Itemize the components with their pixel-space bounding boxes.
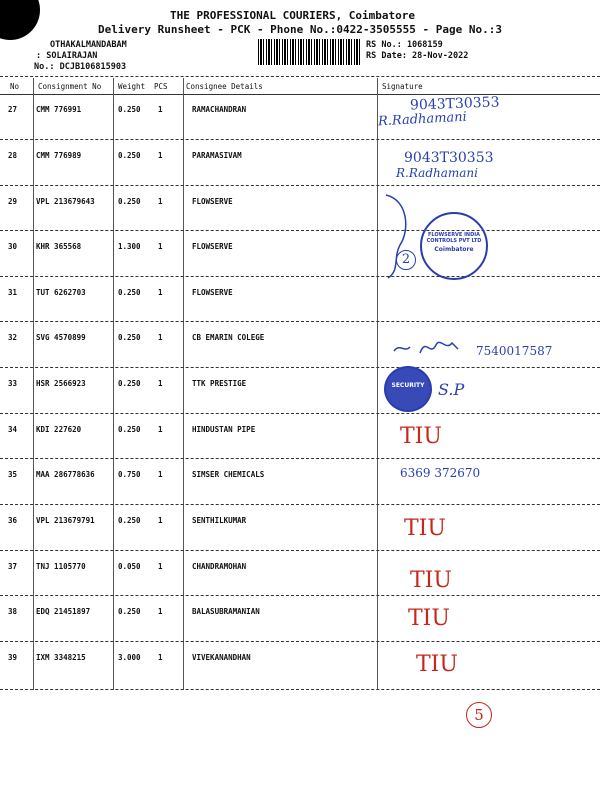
table-row (0, 232, 600, 278)
row-weight: 0.250 (118, 197, 141, 206)
row-weight: 0.250 (118, 607, 141, 616)
table-row (0, 141, 600, 187)
col-pcs: PCS (154, 82, 168, 91)
row-consignment: VPL 213679643 (36, 197, 95, 206)
row-weight: 0.250 (118, 425, 141, 434)
row-weight: 3.000 (118, 653, 141, 662)
area-name: OTHAKALMANDABAM (50, 40, 127, 50)
circled-mark: 2 (396, 250, 416, 270)
signature-phone: 9043T30353 (404, 150, 494, 166)
signature-tiu: TIU (400, 424, 442, 449)
row-consignment: MAA 286778636 (36, 470, 95, 479)
row-no: 31 (8, 288, 18, 297)
row-weight: 0.250 (118, 151, 141, 160)
row-pcs: 1 (158, 425, 163, 434)
stamp-company: FLOWSERVE INDIA CONTROLS PVT LTD (426, 232, 482, 244)
row-rule (0, 276, 600, 277)
row-consignment: EDQ 21451897 (36, 607, 91, 616)
flowserve-stamp (420, 212, 488, 280)
row-no: 30 (8, 242, 18, 251)
row-no: 28 (8, 151, 18, 160)
table-top-rule (0, 76, 600, 77)
row-pcs: 1 (158, 242, 163, 251)
row-consignee: HINDUSTAN PIPE (192, 425, 256, 434)
row-pcs: 1 (158, 288, 163, 297)
page-mark: 5 (466, 702, 492, 728)
row-no: 38 (8, 607, 18, 616)
row-consignee: PARAMASIVAM (192, 151, 242, 160)
row-consignment: HSR 2566923 (36, 379, 86, 388)
signature-tiu: TIU (416, 652, 458, 677)
row-pcs: 1 (158, 379, 163, 388)
signature-name: R.Radhamani (377, 109, 468, 130)
signature-phone: 9043T30353 (409, 94, 500, 114)
row-no: 37 (8, 562, 18, 571)
row-rule (0, 185, 600, 186)
row-consignee: CHANDRAMOHAN (192, 562, 247, 571)
row-weight: 0.250 (118, 105, 141, 114)
row-pcs: 1 (158, 197, 163, 206)
signature-tiu: TIU (404, 516, 446, 541)
rs-date: RS Date: 28-Nov-2022 (366, 51, 469, 61)
col-signature: Signature (382, 82, 423, 91)
row-rule (0, 689, 600, 690)
row-consignee: FLOWSERVE (192, 288, 233, 297)
row-consignee: SIMSER CHEMICALS (192, 470, 265, 479)
signature-phone: 6369 372670 (400, 466, 481, 480)
signature-initials: S.P (438, 380, 465, 399)
row-rule (0, 458, 600, 459)
barcode (258, 39, 362, 65)
row-pcs: 1 (158, 470, 163, 479)
scan-corner-shadow (0, 0, 40, 40)
row-consignment: TUT 6262703 (36, 288, 86, 297)
row-no: 29 (8, 197, 18, 206)
col-no: No (10, 82, 20, 91)
row-consignee: VIVEKANANDHAN (192, 653, 251, 662)
row-no: 32 (8, 333, 18, 342)
row-no: 36 (8, 516, 18, 525)
driver-name: : SOLAIRAJAN (36, 51, 98, 61)
row-consignment: VPL 213679791 (36, 516, 95, 525)
row-pcs: 1 (158, 516, 163, 525)
row-weight: 0.250 (118, 516, 141, 525)
col-consignment: Consignment No (38, 82, 102, 91)
row-consignment: CMM 776991 (36, 105, 82, 114)
signature-phone: 7540017587 (476, 344, 553, 358)
row-rule (0, 595, 600, 596)
row-weight: 0.050 (118, 562, 141, 571)
row-weight: 0.250 (118, 333, 141, 342)
row-weight: 0.750 (118, 470, 141, 479)
table-row (0, 95, 600, 141)
row-weight: 0.250 (118, 379, 141, 388)
row-rule (0, 550, 600, 551)
row-rule (0, 367, 600, 368)
row-consignment: CMM 776989 (36, 151, 82, 160)
row-pcs: 1 (158, 607, 163, 616)
row-no: 33 (8, 379, 18, 388)
security-stamp (384, 366, 432, 412)
company-title: THE PROFESSIONAL COURIERS, Coimbatore (170, 9, 416, 22)
row-pcs: 1 (158, 151, 163, 160)
row-no: 35 (8, 470, 18, 479)
table-row (0, 597, 600, 643)
row-rule (0, 641, 600, 642)
signature-name: R.Radhamani (396, 166, 478, 180)
row-consignee: CB EMARIN COLEGE (192, 333, 265, 342)
table-row (0, 278, 600, 324)
table-row (0, 460, 600, 506)
row-rule (0, 230, 600, 231)
row-rule (0, 139, 600, 140)
row-consignment: KHR 365568 (36, 242, 82, 251)
table-row (0, 643, 600, 689)
row-rule (0, 504, 600, 505)
stamp-security: SECURITY (391, 382, 425, 389)
row-consignment: TNJ 1105770 (36, 562, 86, 571)
row-consignee: FLOWSERVE (192, 242, 233, 251)
table-row (0, 187, 600, 233)
table-row (0, 369, 600, 415)
row-consignee: SENTHILKUMAR (192, 516, 247, 525)
row-rule (0, 413, 600, 414)
row-no: 27 (8, 105, 18, 114)
row-consignment: IXM 3348215 (36, 653, 86, 662)
signature-tiu: TIU (408, 606, 450, 631)
signature-scribble (392, 333, 472, 359)
row-consignee: BALASUBRAMANIAN (192, 607, 260, 616)
row-pcs: 1 (158, 562, 163, 571)
table-row (0, 506, 600, 552)
row-consignee: TTK PRESTIGE (192, 379, 247, 388)
runsheet-title: Delivery Runsheet - PCK - Phone No.:0422-3505555 - Page No.:3 (98, 23, 502, 36)
row-consignee: RAMACHANDRAN (192, 105, 247, 114)
stamp-city: Coimbatore (434, 246, 474, 253)
rs-number: RS No.: 1068159 (366, 40, 443, 50)
runsheet-number: No.: DCJB106815903 (34, 62, 127, 72)
col-weight: Weight (118, 82, 146, 91)
row-rule (0, 321, 600, 322)
col-consignee: Consignee Details (186, 82, 263, 91)
row-consignment: KDI 227620 (36, 425, 82, 434)
row-weight: 1.300 (118, 242, 141, 251)
signature-tiu: TIU (410, 568, 452, 593)
table-row (0, 415, 600, 461)
row-no: 39 (8, 653, 18, 662)
row-pcs: 1 (158, 333, 163, 342)
row-consignee: FLOWSERVE (192, 197, 233, 206)
row-pcs: 1 (158, 105, 163, 114)
row-no: 34 (8, 425, 18, 434)
row-consignment: SVG 4570899 (36, 333, 86, 342)
row-pcs: 1 (158, 653, 163, 662)
table-row (0, 552, 600, 598)
row-weight: 0.250 (118, 288, 141, 297)
